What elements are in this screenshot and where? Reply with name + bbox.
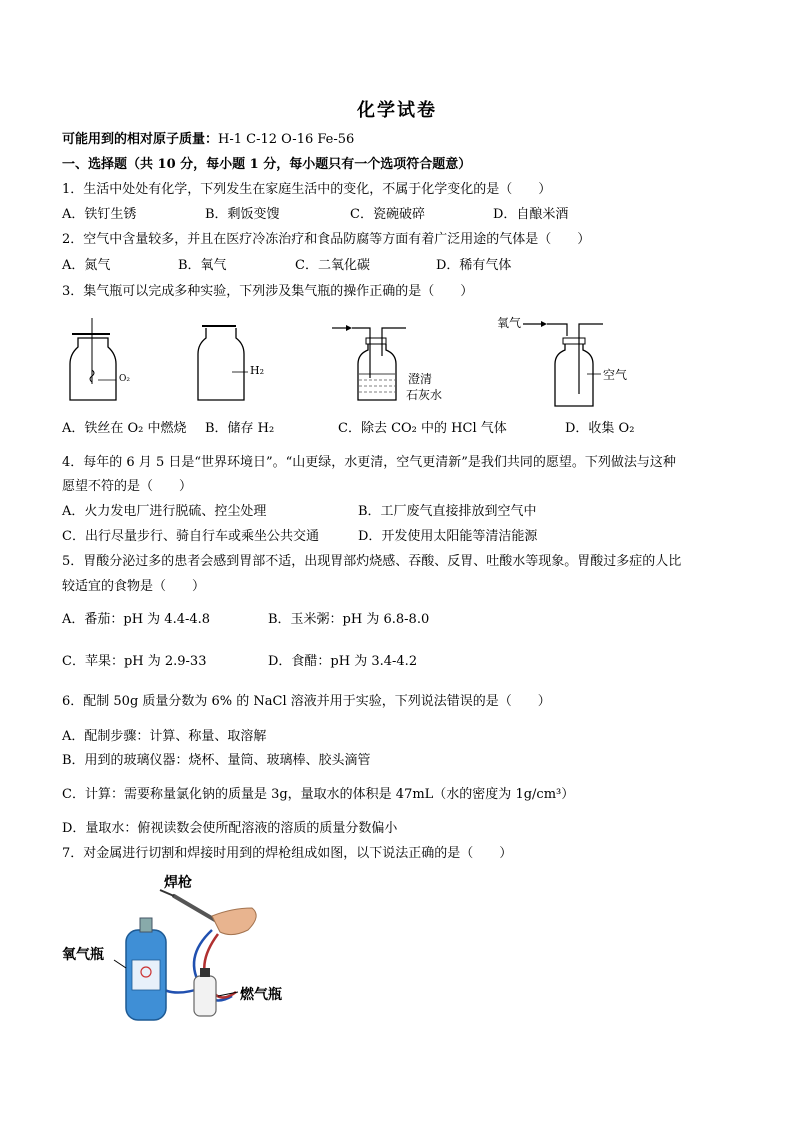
q1-option-a: A．铁钉生锈 (62, 207, 137, 222)
q5-option-a: A．番茄：pH 为 4.4-4.8 (62, 612, 211, 627)
q3-option-d: D．收集 O₂ (565, 421, 635, 436)
q3-option-a: A．铁丝在 O₂ 中燃烧 (62, 421, 187, 436)
q5-option-b: B．玉米粥：pH 为 6.8-8.0 (268, 612, 430, 627)
jar-storage-diagram (192, 320, 272, 405)
q1-stem: 1．生活中处处有化学，下列发生在家庭生活中的变化，不属于化学变化的是（ ） (62, 182, 552, 197)
gas-washing-bottle-diagram (330, 316, 410, 408)
q2-option-a: A．氮气 (62, 258, 111, 273)
q6-option-c: C．计算：需要称量氯化钠的质量是 3g，量取水的体积是 47mL（水的密度为 1g/cm³） (62, 787, 575, 802)
q3-option-c: C．除去 CO₂ 中的 HCl 气体 (338, 421, 507, 436)
q7-oxygen-bottle-label: 氧气瓶 (62, 947, 104, 963)
q4-option-d: D．开发使用太阳能等清洁能源 (358, 529, 538, 544)
q3-figure-a (64, 312, 154, 407)
q3-a-o2-label: O₂ (119, 374, 130, 384)
q3-d-oxygen-label: 氧气 (497, 316, 522, 330)
q6-option-d: D．量取水：俯视读数会使所配溶液的溶质的质量分数偏小 (62, 821, 398, 836)
q3-c-water-label-2: 石灰水 (406, 388, 443, 402)
jar-burning-wire-diagram (64, 312, 154, 407)
q1-option-d: D．自酿米酒 (493, 207, 569, 222)
q2-option-b: B．氧气 (178, 258, 227, 273)
atomic-mass-values: H-1 C-12 O-16 Fe-56 (218, 132, 355, 147)
q7-gun-label: 焊枪 (164, 875, 192, 891)
q4-option-b: B．工厂废气直接排放到空气中 (358, 504, 537, 519)
q1-option-c: C．瓷碗破碎 (350, 207, 425, 222)
gas-collection-diagram (497, 314, 607, 410)
q3-stem: 3．集气瓶可以完成多种实验，下列涉及集气瓶的操作正确的是（ ） (62, 284, 474, 299)
q3-b-h2-label: H₂ (250, 364, 265, 377)
q1-option-b: B．剩饭变馊 (205, 207, 280, 222)
q6-stem: 6．配制 50g 质量分数为 6% 的 NaCl 溶液并用于实验，下列说法错误的是（ ） (62, 694, 551, 709)
q3-option-b: B．储存 H₂ (205, 421, 275, 436)
q6-option-b: B．用到的玻璃仪器：烧杯、量筒、玻璃棒、胶头滴管 (62, 753, 371, 768)
q3-figure-b (192, 320, 272, 405)
q6-option-a: A．配制步骤：计算、称量、取溶解 (62, 729, 267, 744)
q4-option-a: A．火力发电厂进行脱硫、控尘处理 (62, 504, 267, 519)
q4-stem-line1: 4．每年的 6 月 5 日是“世界环境日”。“山更绿，水更清，空气更清新”是我们共同的愿望。下列做法与这种 (62, 455, 676, 470)
q7-fuel-bottle-label: 燃气瓶 (240, 987, 282, 1003)
atomic-mass-label: 可能用到的相对原子质量： (62, 132, 219, 147)
q5-option-c: C．苹果：pH 为 2.9-33 (62, 654, 207, 669)
q7-welding-figure (62, 868, 302, 1023)
q3-d-air-label: 空气 (603, 368, 628, 382)
q4-stem-line2: 愿望不符的是（ ） (62, 479, 193, 494)
q2-stem: 2．空气中含量较多，并且在医疗冷冻治疗和食品防腐等方面有着广泛用途的气体是（ ） (62, 232, 591, 247)
q3-figure-c (330, 316, 443, 408)
atomic-mass-line (62, 131, 354, 149)
q2-option-d: D．稀有气体 (436, 258, 512, 273)
section1-heading: 一、选择题（共 10 分，每小题 1 分，每小题只有一个选项符合题意） (62, 157, 472, 172)
q7-stem: 7．对金属进行切割和焊接时用到的焊枪组成如图，以下说法正确的是（ ） (62, 846, 513, 861)
q4-option-c: C．出行尽量步行、骑自行车或乘坐公共交通 (62, 529, 319, 544)
q5-stem-line2: 较适宜的食物是（ ） (62, 579, 206, 594)
page-title: 化学试卷 (357, 100, 437, 121)
q5-stem-line1: 5．胃酸分泌过多的患者会感到胃部不适，出现胃部灼烧感、吞酸、反胃、吐酸水等现象。胃酸过多症的人比 (62, 554, 682, 569)
q2-option-c: C．二氧化碳 (295, 258, 370, 273)
q5-option-d: D．食醋：pH 为 3.4-4.2 (268, 654, 418, 669)
q3-c-water-label-1: 澄清 (408, 372, 433, 386)
